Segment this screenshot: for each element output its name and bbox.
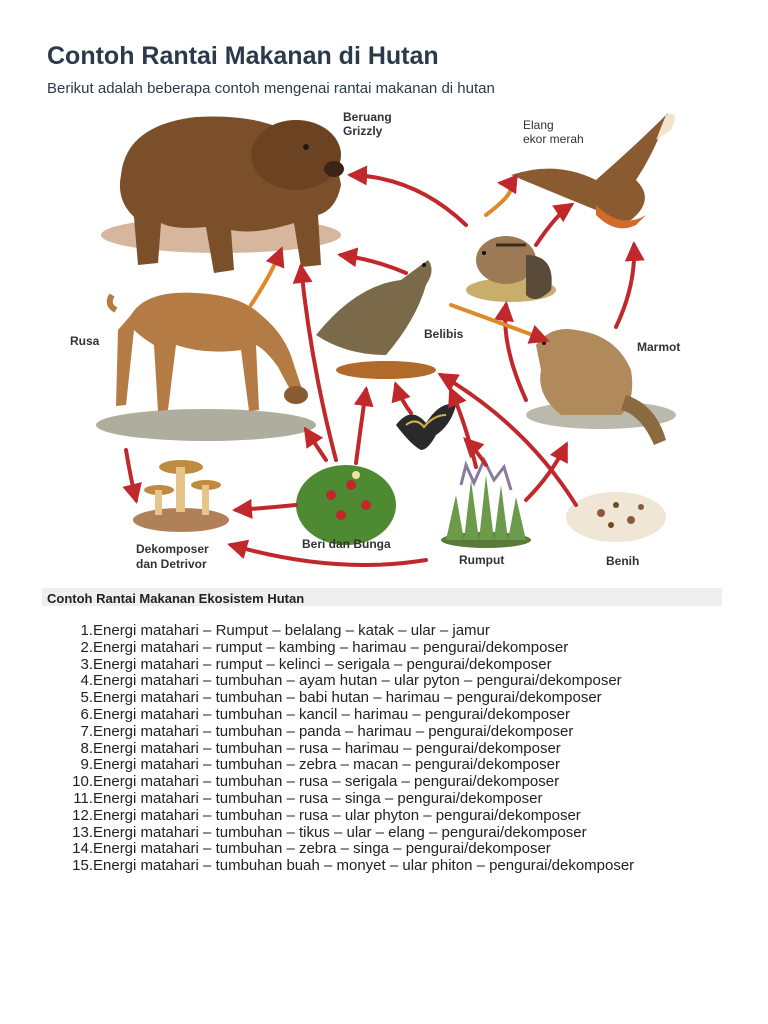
- label-dekomposer: Dekomposer: [136, 542, 209, 556]
- arrow-berries-to-deer: [306, 430, 326, 460]
- grass-illustration: [441, 460, 531, 548]
- arrow-chipmunk-to-hawk: [486, 183, 511, 215]
- list-item: 14. Energi matahari – tumbuhan – zebra – singa – pengurai/dekomposer: [72, 840, 551, 858]
- list-item: 15. Energi matahari – tumbuhan buah – monyet – ular phiton – pengurai/dekomposer: [72, 857, 635, 875]
- list-item: 9. Energi matahari – tumbuhan – zebra – macan – pengurai/dekomposer: [80, 756, 560, 774]
- arrow-marmot-to-chipmunk: [505, 305, 526, 400]
- arrow-berries-to-grouse: [356, 390, 366, 463]
- berries-flowers-illustration: [296, 465, 396, 545]
- page-title: Contoh Rantai Makanan di Hutan: [47, 42, 439, 70]
- mushroom-decomposer-illustration: [133, 460, 229, 532]
- food-chain-list: [60, 623, 740, 875]
- arrow-grouse-to-bear: [341, 255, 406, 273]
- list-item: 11. Energi matahari – tumbuhan – rusa – singa – pengurai/dekomposer: [73, 789, 543, 807]
- label-beri-dan-bunga: Beri dan Bunga: [302, 537, 391, 551]
- label-ekor-merah: ekor merah: [523, 132, 584, 146]
- deer-illustration: [96, 293, 316, 441]
- label-rumput: Rumput: [459, 553, 505, 567]
- label-belibis: Belibis: [424, 327, 464, 341]
- seeds-illustration: [566, 492, 666, 542]
- arrow-deer-to-decomposer: [126, 450, 136, 500]
- chipmunk-illustration: [466, 236, 556, 302]
- butterfly-illustration: [396, 404, 456, 450]
- list-item: 3. Energi matahari – rumput – kelinci – serigala – pengurai/dekomposer: [80, 655, 552, 673]
- section-title: Contoh Rantai Makanan Ekosistem Hutan: [47, 591, 305, 606]
- grizzly-bear-illustration: [101, 116, 344, 273]
- page-subtitle: Berikut adalah beberapa contoh mengenai rantai makanan di hutan: [47, 80, 495, 97]
- arrow-berries-to-decomposer: [236, 505, 296, 510]
- label-benih: Benih: [606, 554, 640, 568]
- list-item: 6. Energi matahari – tumbuhan – kancil – harimau – pengurai/dekomposer: [80, 705, 570, 723]
- label-marmot: Marmot: [637, 340, 681, 354]
- food-web-diagram: [56, 105, 696, 580]
- label-rusa: Rusa: [70, 334, 100, 348]
- label-grizzly: Grizzly: [343, 124, 383, 138]
- list-item: 7. Energi matahari – tumbuhan – panda – harimau – pengurai/dekomposer: [80, 722, 574, 740]
- arrow-butterfly-to-grouse: [396, 385, 411, 413]
- grouse-illustration: [316, 260, 436, 379]
- list-item: 10. Energi matahari – tumbuhan – rusa – serigala – pengurai/dekomposer: [72, 773, 560, 791]
- arrow-marmot-to-hawk: [616, 245, 634, 327]
- arrow-deer-to-bear: [251, 250, 281, 305]
- list-item: 1. Energi matahari – Rumput – belalang – katak – ular – jamur: [80, 622, 490, 639]
- list-item: 8. Energi matahari – tumbuhan – rusa – harimau – pengurai/dekomposer: [80, 739, 561, 757]
- label-elang: Elang: [523, 118, 554, 132]
- arrow-grass-to-grouse: [451, 390, 476, 467]
- list-item: 4. Energi matahari – tumbuhan – ayam hutan – ular pyton – pengurai/dekomposer: [80, 672, 622, 690]
- list-item: 13. Energi matahari – tumbuhan – tikus – ular – elang – pengurai/dekomposer: [72, 823, 587, 841]
- label-beruang: Beruang: [343, 110, 392, 124]
- list-item: 5. Energi matahari – tumbuhan – babi hutan – harimau – pengurai/dekomposer: [80, 689, 602, 707]
- arrow-grouse-to-marmot: [451, 305, 546, 340]
- list-item: 2. Energi matahari – rumput – kambing – harimau – pengurai/dekomposer: [80, 638, 569, 656]
- arrow-chipmunk-to-hawk-2: [536, 205, 571, 245]
- list-item: 12. Energi matahari – tumbuhan – rusa – ular phyton – pengurai/dekomposer: [72, 806, 581, 824]
- label-detrivor: dan Detrivor: [136, 557, 207, 571]
- arrow-chipmunk-to-bear: [351, 175, 466, 225]
- arrow-seeds-to-marmot: [526, 445, 566, 500]
